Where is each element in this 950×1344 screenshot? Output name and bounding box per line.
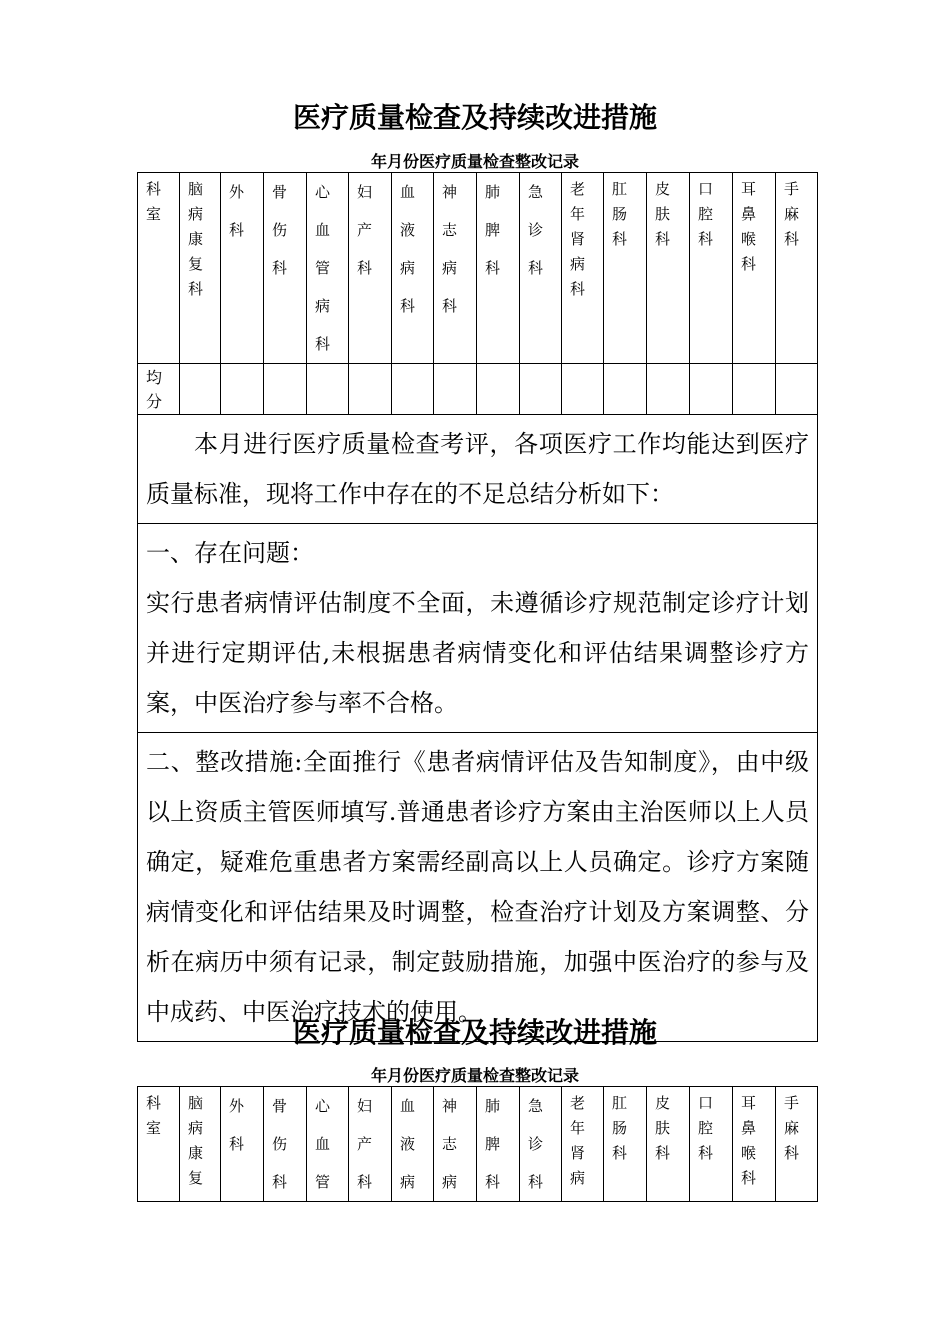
dept-header-cell: 妇产科 <box>349 173 392 364</box>
dept-header-cell: 心血管病科 <box>307 173 349 364</box>
dept-header-cell: 老年肾病科 <box>562 173 604 364</box>
dept-header-cell: 妇产科 <box>349 1087 392 1202</box>
dept-row-label: 科室 <box>138 1087 180 1202</box>
inspection-table-2 <box>137 1086 818 1202</box>
dept-header-cell: 心血管 <box>307 1087 349 1202</box>
score-cell <box>180 364 221 415</box>
problems-text: 实行患者病情评估制度不全面，未遵循诊疗规范制定诊疗计划并进行定期评估,未根据患者病情变化和评估结果调整诊疗方案，中医治疗参与率不合格。 <box>146 589 809 717</box>
dept-header-cell: 肺脾科 <box>477 1087 520 1202</box>
score-cell <box>776 364 818 415</box>
intro-row <box>138 415 818 524</box>
intro-text: 本月进行医疗质量检查考评，各项医疗工作均能达到医疗质量标准，现将工作中存在的不足总结分析如下： <box>146 430 809 508</box>
page-title: 医疗质量检查及持续改进措施 <box>292 101 657 134</box>
score-cell <box>307 364 349 415</box>
dept-header-cell: 耳鼻喉科 <box>733 1087 776 1202</box>
dept-header-cell: 急诊科 <box>520 173 562 364</box>
dept-header-row <box>138 1087 818 1202</box>
measures-row <box>138 733 818 1042</box>
dept-header-cell: 神志病 <box>434 1087 477 1202</box>
score-cell <box>520 364 562 415</box>
score-cell <box>562 364 604 415</box>
dept-row-label: 科室 <box>138 173 180 364</box>
dept-header-cell: 耳鼻喉科 <box>733 173 776 364</box>
dept-header-cell: 血液病 <box>392 1087 434 1202</box>
dept-header-cell: 老年肾病 <box>562 1087 604 1202</box>
problems-heading: 一、存在问题： <box>146 539 314 567</box>
dept-header-cell: 肛肠科 <box>604 1087 647 1202</box>
dept-header-row <box>138 173 818 364</box>
score-cell <box>477 364 520 415</box>
score-cell <box>647 364 690 415</box>
dept-header-cell: 皮肤科 <box>647 173 690 364</box>
score-cell <box>221 364 264 415</box>
dept-header-cell: 手麻科 <box>776 173 818 364</box>
score-row <box>138 364 818 415</box>
dept-header-cell: 血液病科 <box>392 173 434 364</box>
dept-header-cell: 口腔科 <box>690 173 733 364</box>
measures-cell <box>138 733 818 1042</box>
form-subtitle: 年月份医疗质量检查整改记录 <box>370 152 579 171</box>
dept-header-cell: 口腔科 <box>690 1087 733 1202</box>
dept-header-cell: 皮肤科 <box>647 1087 690 1202</box>
score-cell <box>733 364 776 415</box>
dept-header-cell: 骨伤科 <box>264 1087 307 1202</box>
dept-header-cell: 骨伤科 <box>264 173 307 364</box>
score-cell <box>434 364 477 415</box>
dept-header-cell: 外科 <box>221 173 264 364</box>
dept-header-cell: 急诊科 <box>520 1087 562 1202</box>
score-cell <box>349 364 392 415</box>
inspection-table <box>137 172 818 1042</box>
score-row-label: 均分 <box>138 364 180 415</box>
dept-header-cell: 肛肠科 <box>604 173 647 364</box>
dept-header-cell: 外科 <box>221 1087 264 1202</box>
dept-header-cell: 神志病科 <box>434 173 477 364</box>
dept-header-cell: 手麻科 <box>776 1087 818 1202</box>
score-cell <box>690 364 733 415</box>
dept-header-cell: 肺脾科 <box>477 173 520 364</box>
score-cell <box>604 364 647 415</box>
intro-cell <box>138 415 818 524</box>
page-title-2: 医疗质量检查及持续改进措施 <box>292 1016 657 1049</box>
dept-header-cell: 脑病康复科 <box>180 173 221 364</box>
form-subtitle-2: 年月份医疗质量检查整改记录 <box>370 1066 579 1085</box>
problems-row <box>138 524 818 733</box>
dept-header-cell: 脑病康复 <box>180 1087 221 1202</box>
problems-cell <box>138 524 818 733</box>
score-cell <box>264 364 307 415</box>
measures-text: 二、整改措施:全面推行《患者病情评估及告知制度》，由中级以上资质主管医师填写.普通患者诊疗方案由主治医师以上人员确定，疑难危重患者方案需经副高以上人员确定。诊疗方案随病情变化和评估结果及时调整，检查治疗计划及方案调整、分析在病历中须有记录，制定鼓励措施，加强中医治疗的参与及中成药、中医治疗技术的使用。 <box>146 748 809 1026</box>
score-cell <box>392 364 434 415</box>
